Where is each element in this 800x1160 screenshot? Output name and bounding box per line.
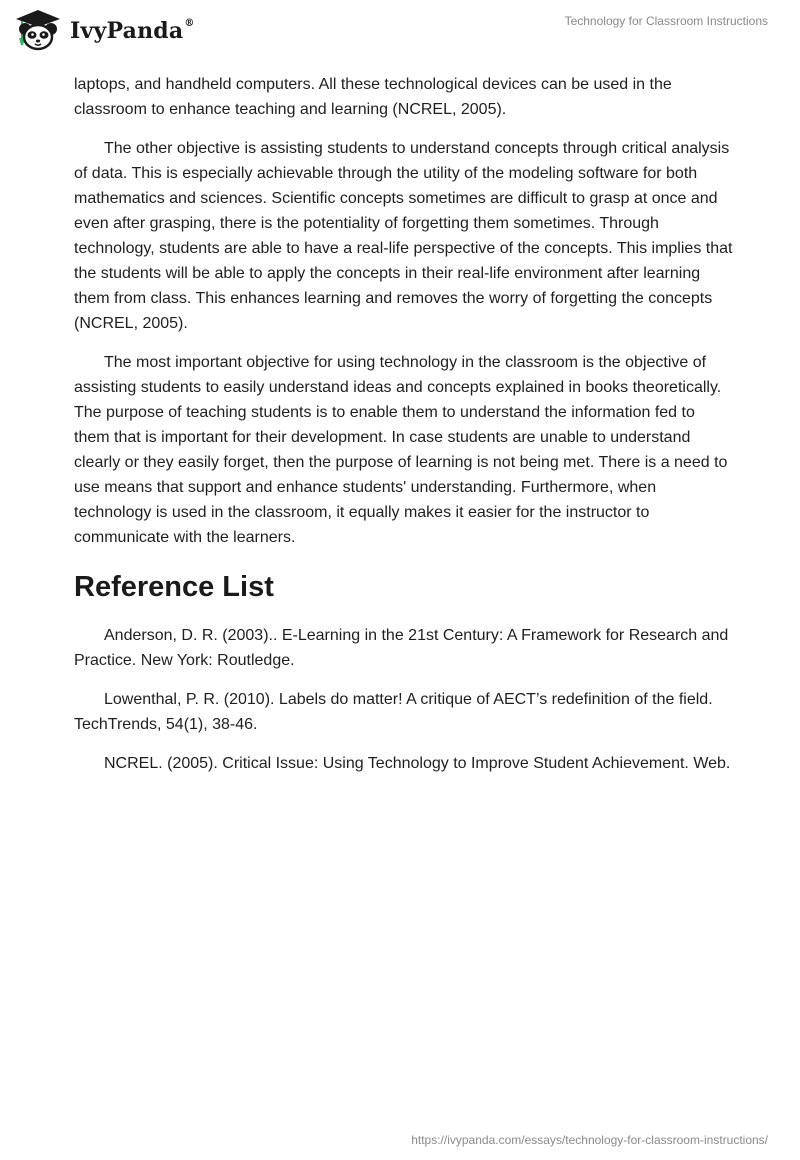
document-title: Technology for Classroom Instructions: [564, 14, 768, 28]
registered-mark: ®: [184, 17, 195, 29]
body-paragraph-2: The other objective is assisting students to understand concepts through critical analysis of data. This is especially achievable through the utility of the modeling software for both mathematics and sciences. Scientific concepts sometimes are difficult to grasp at once and even after grasping, there is the potentiality of forgetting them sometimes. Through technology, students are able to have a real-life perspective of the concepts. This implies that the students will be able to apply the concepts in their real-life environment after learning them from class. This enhances learning and removes the worry of forgetting the concepts (NCREL, 2005).: [74, 140, 733, 332]
essay-content: [74, 72, 734, 790]
page-header: [0, 0, 800, 64]
body-paragraph-1: laptops, and handheld computers. All these technological devices can be used in the classroom to enhance teaching and learning (NCREL, 2005).: [74, 76, 672, 118]
brand-name: IvyPanda®: [70, 17, 195, 44]
reference-item: Anderson, D. R. (2003).. E-Learning in the 21st Century: A Framework for Research and Practice. New York: Routledge.: [74, 627, 729, 669]
reference-item: NCREL. (2005). Critical Issue: Using Technology to Improve Student Achievement. Web.: [104, 755, 731, 772]
panda-graduation-cap-icon: [14, 8, 62, 52]
reference-item: Lowenthal, P. R. (2010). Labels do matter! A critique of AECT’s redefinition of the field. TechTrends, 54(1), 38-46.: [74, 691, 713, 733]
ivypanda-logo[interactable]: [14, 8, 195, 52]
footer-url[interactable]: https://ivypanda.com/essays/technology-for-classroom-instructions/: [411, 1133, 768, 1147]
body-paragraph-3: The most important objective for using technology in the classroom is the objective of assisting students to easily understand ideas and concepts explained in books theoretically. The purpose of teaching students is to enable them to understand the information fed to them that is important for their development. In case students are unable to understand clearly or they easily forget, then the purpose of learning is not being met. There is a need to use means that support and enhance students' understanding. Furthermore, when technology is used in the classroom, it equally makes it easier for the instructor to communicate with the learners.: [74, 354, 728, 546]
reference-list-heading: Reference List: [74, 571, 274, 603]
